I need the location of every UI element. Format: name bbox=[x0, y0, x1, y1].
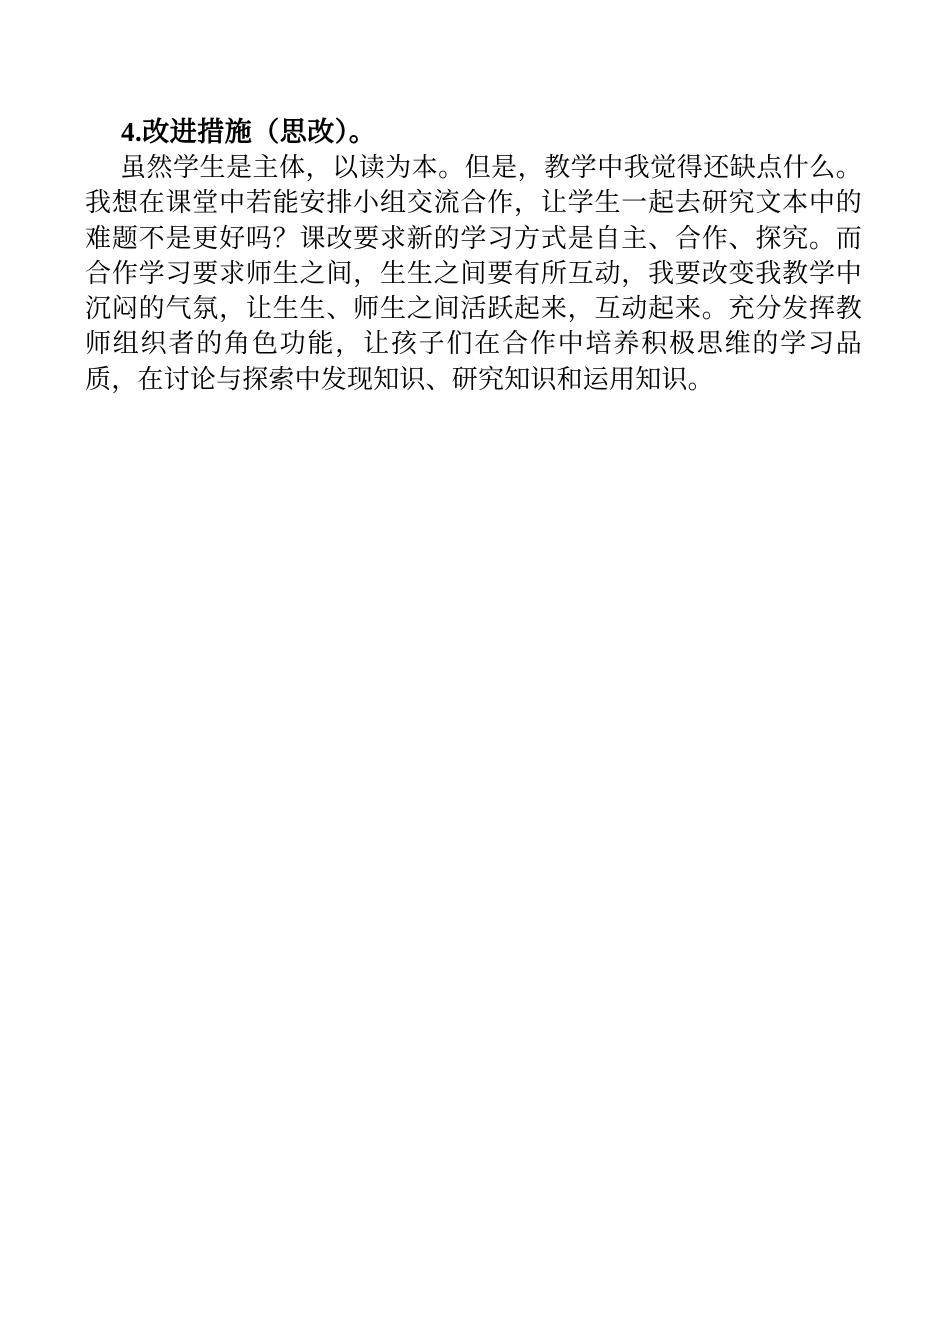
body-paragraph: 虽然学生是主体，以读为本。但是，教学中我觉得还缺点什么。我想在课堂中若能安排小组交流合作，让学生一起去研究文本中的难题不是更好吗？课改要求新的学习方式是自主、合作、探究。而合作学习要求师生之间，生生之间要有所互动，我要改变我教学中沉闷的气氛，让生生、师生之间活跃起来，互动起来。充分发挥教师组织者的角色功能，让孩子们在合作中培养积极思维的学习品质，在讨论与探索中发现知识、研究知识和运用知识。 bbox=[85, 153, 862, 394]
document-content bbox=[85, 114, 862, 397]
section-heading: 4.改进措施（思改）。 bbox=[121, 117, 377, 147]
